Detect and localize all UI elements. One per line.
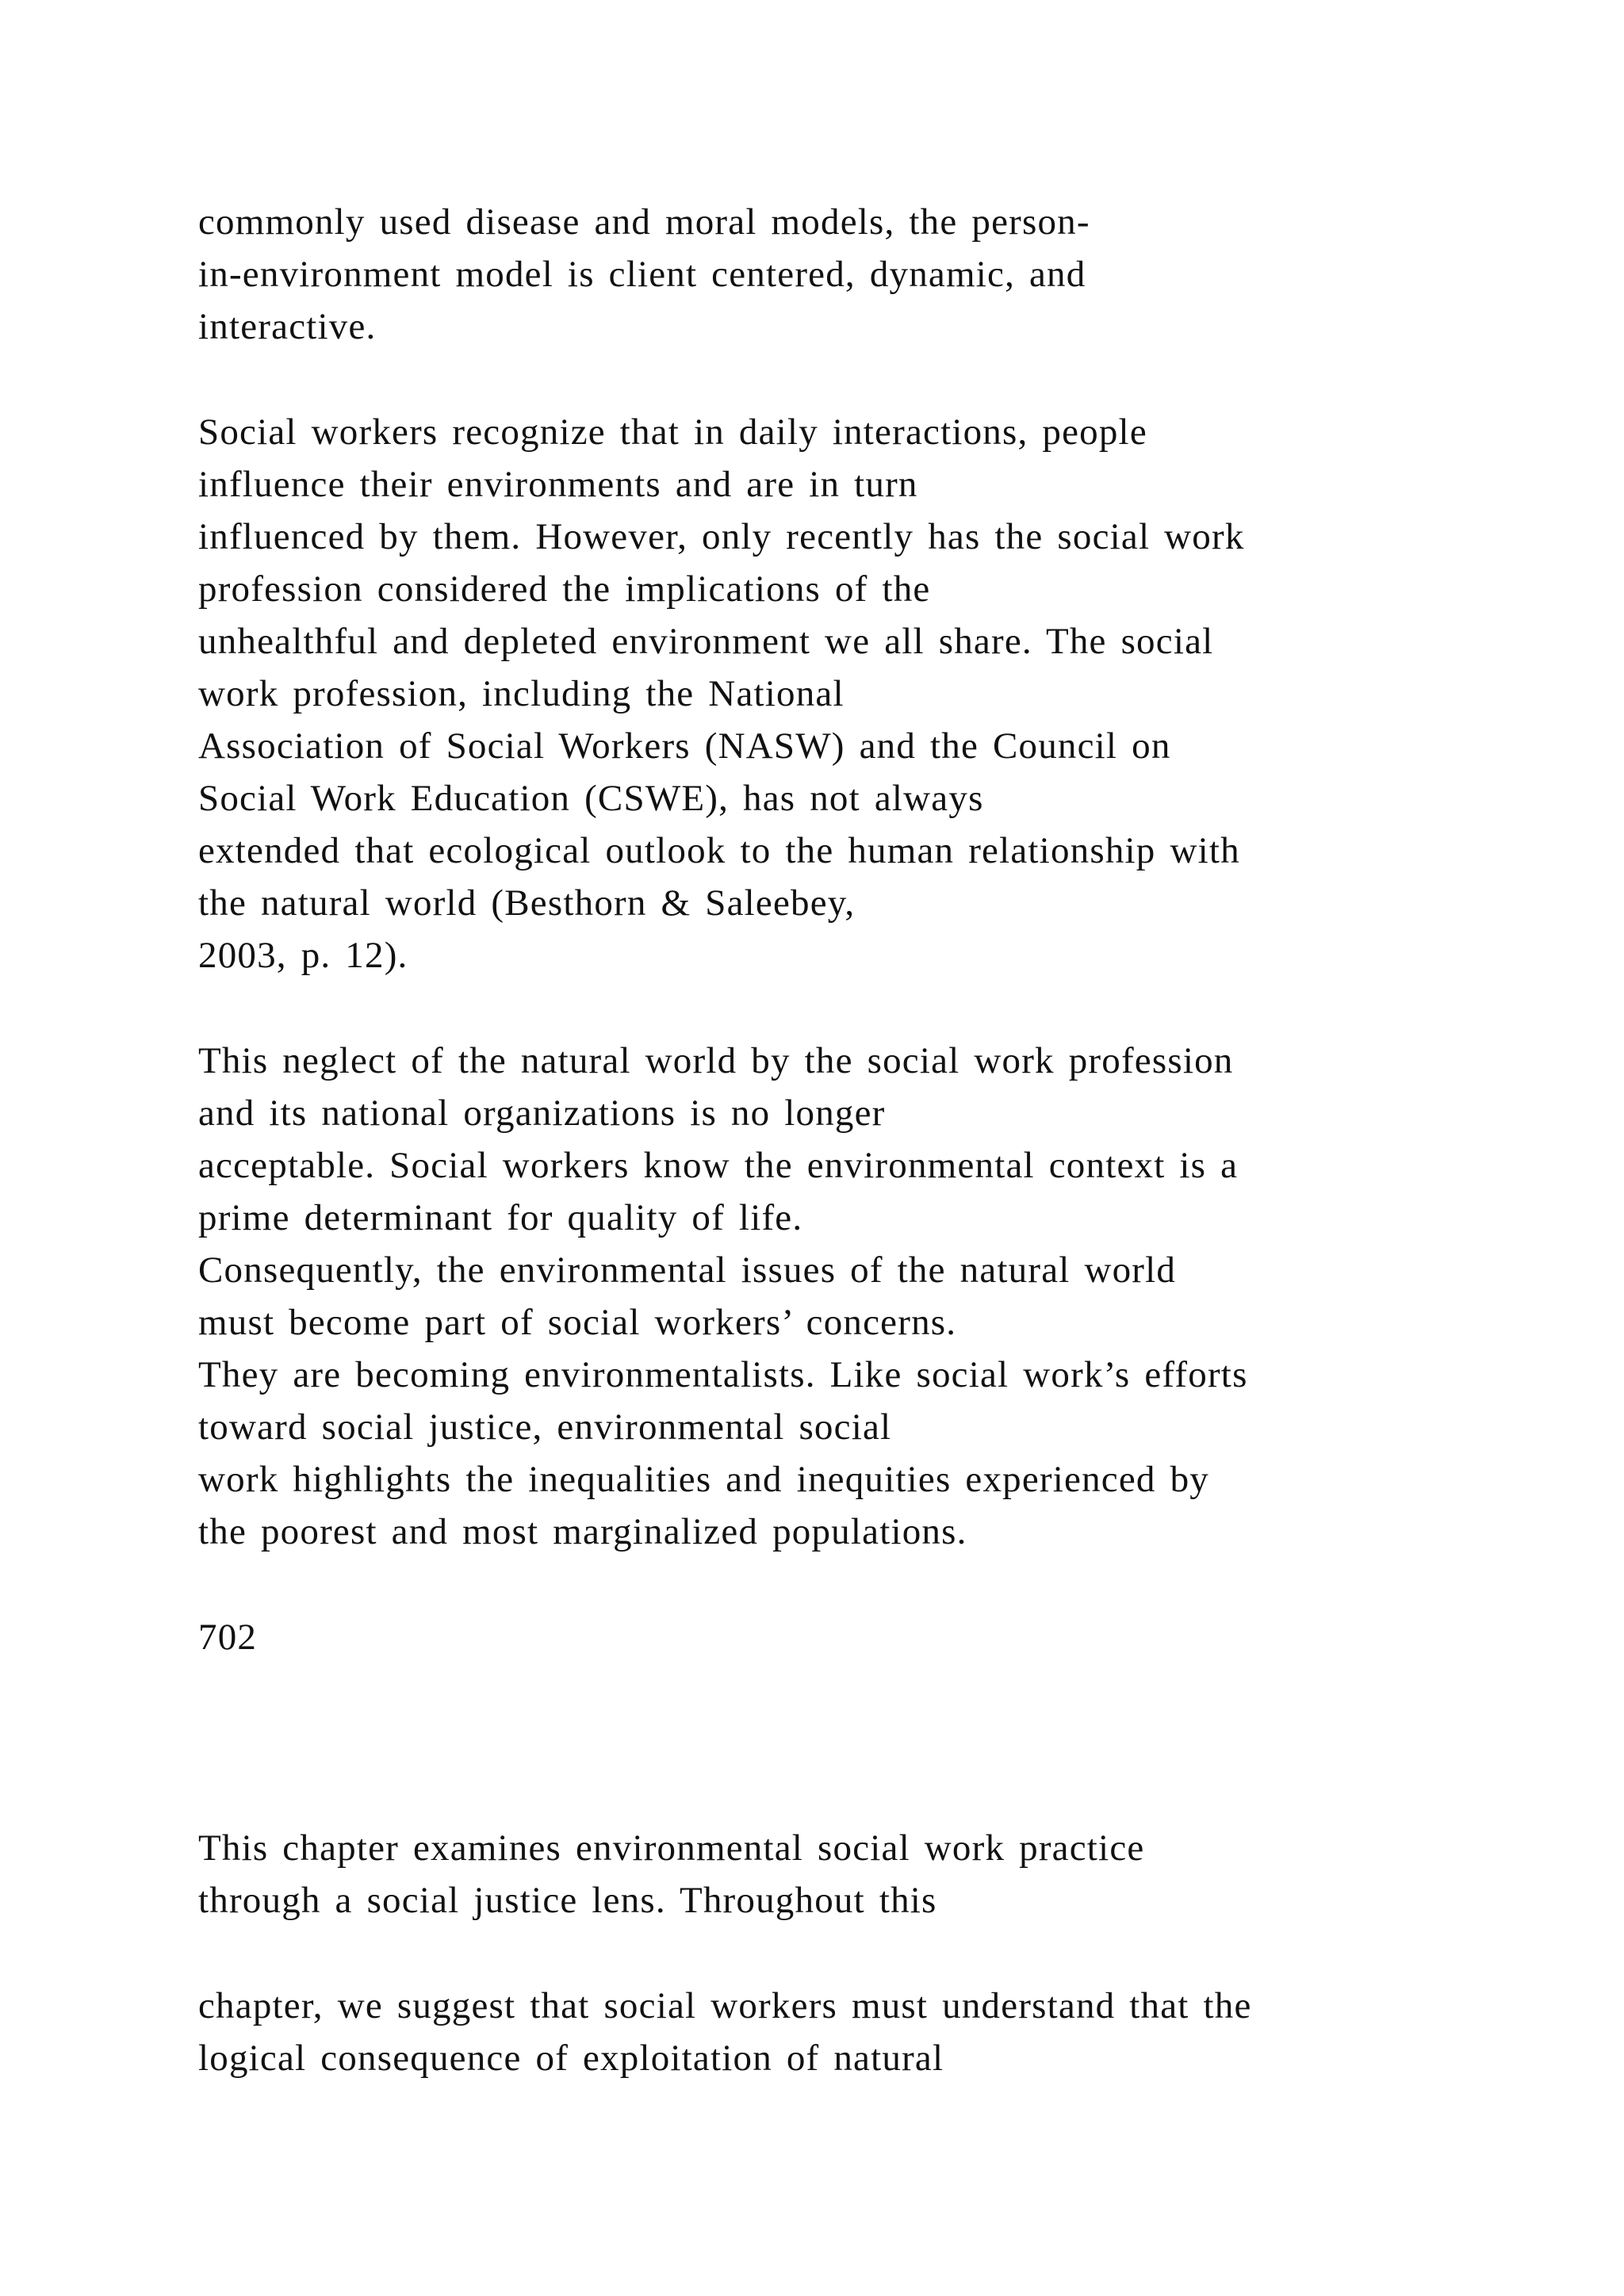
text-line: Social workers recognize that in daily interactions, people <box>198 411 1147 453</box>
text-line: Social Work Education (CSWE), has not always <box>198 778 984 819</box>
text-line: toward social justice, environmental social <box>198 1406 892 1448</box>
text-line: They are becoming environmentalists. Like social work’s efforts <box>198 1354 1248 1395</box>
text-line: Consequently, the environmental issues of the natural world <box>198 1249 1177 1291</box>
text-line: the poorest and most marginalized populations. <box>198 1511 967 1552</box>
text-line: prime determinant for quality of life. <box>198 1197 803 1238</box>
text-line: extended that ecological outlook to the human relationship with <box>198 830 1240 871</box>
text-line: 2003, p. 12). <box>198 935 408 976</box>
text-line: through a social justice lens. Throughout this <box>198 1880 937 1921</box>
text-line: logical consequence of exploitation of natural <box>198 2038 944 2079</box>
text-line: work highlights the inequalities and inequities experienced by <box>198 1459 1209 1500</box>
text-line: influence their environments and are in turn <box>198 464 918 505</box>
text-line: must become part of social workers’ concerns. <box>198 1302 957 1343</box>
text-line: commonly used disease and moral models, the person- <box>198 201 1090 243</box>
text-line: unhealthful and depleted environment we all share. The social <box>198 621 1214 662</box>
text-line: Association of Social Workers (NASW) and the Council on <box>198 725 1171 767</box>
text-line: work profession, including the National <box>198 673 845 714</box>
text-line: the natural world (Besthorn & Saleebey, <box>198 882 856 924</box>
text-line: profession considered the implications of the <box>198 568 931 610</box>
text-line: interactive. <box>198 306 377 347</box>
text-line: and its national organizations is no longer <box>198 1093 886 1134</box>
text-line: acceptable. Social workers know the environmental context is a <box>198 1145 1239 1186</box>
page-number: 702 <box>198 1617 258 1658</box>
text-line: chapter, we suggest that social workers must understand that the <box>198 1985 1252 2026</box>
text-line: in-environment model is client centered, dynamic, and <box>198 254 1086 295</box>
text-line: influenced by them. However, only recently has the social work <box>198 516 1245 557</box>
text-line: This neglect of the natural world by the social work profession <box>198 1040 1234 1081</box>
text-line: This chapter examines environmental social work practice <box>198 1827 1145 1869</box>
